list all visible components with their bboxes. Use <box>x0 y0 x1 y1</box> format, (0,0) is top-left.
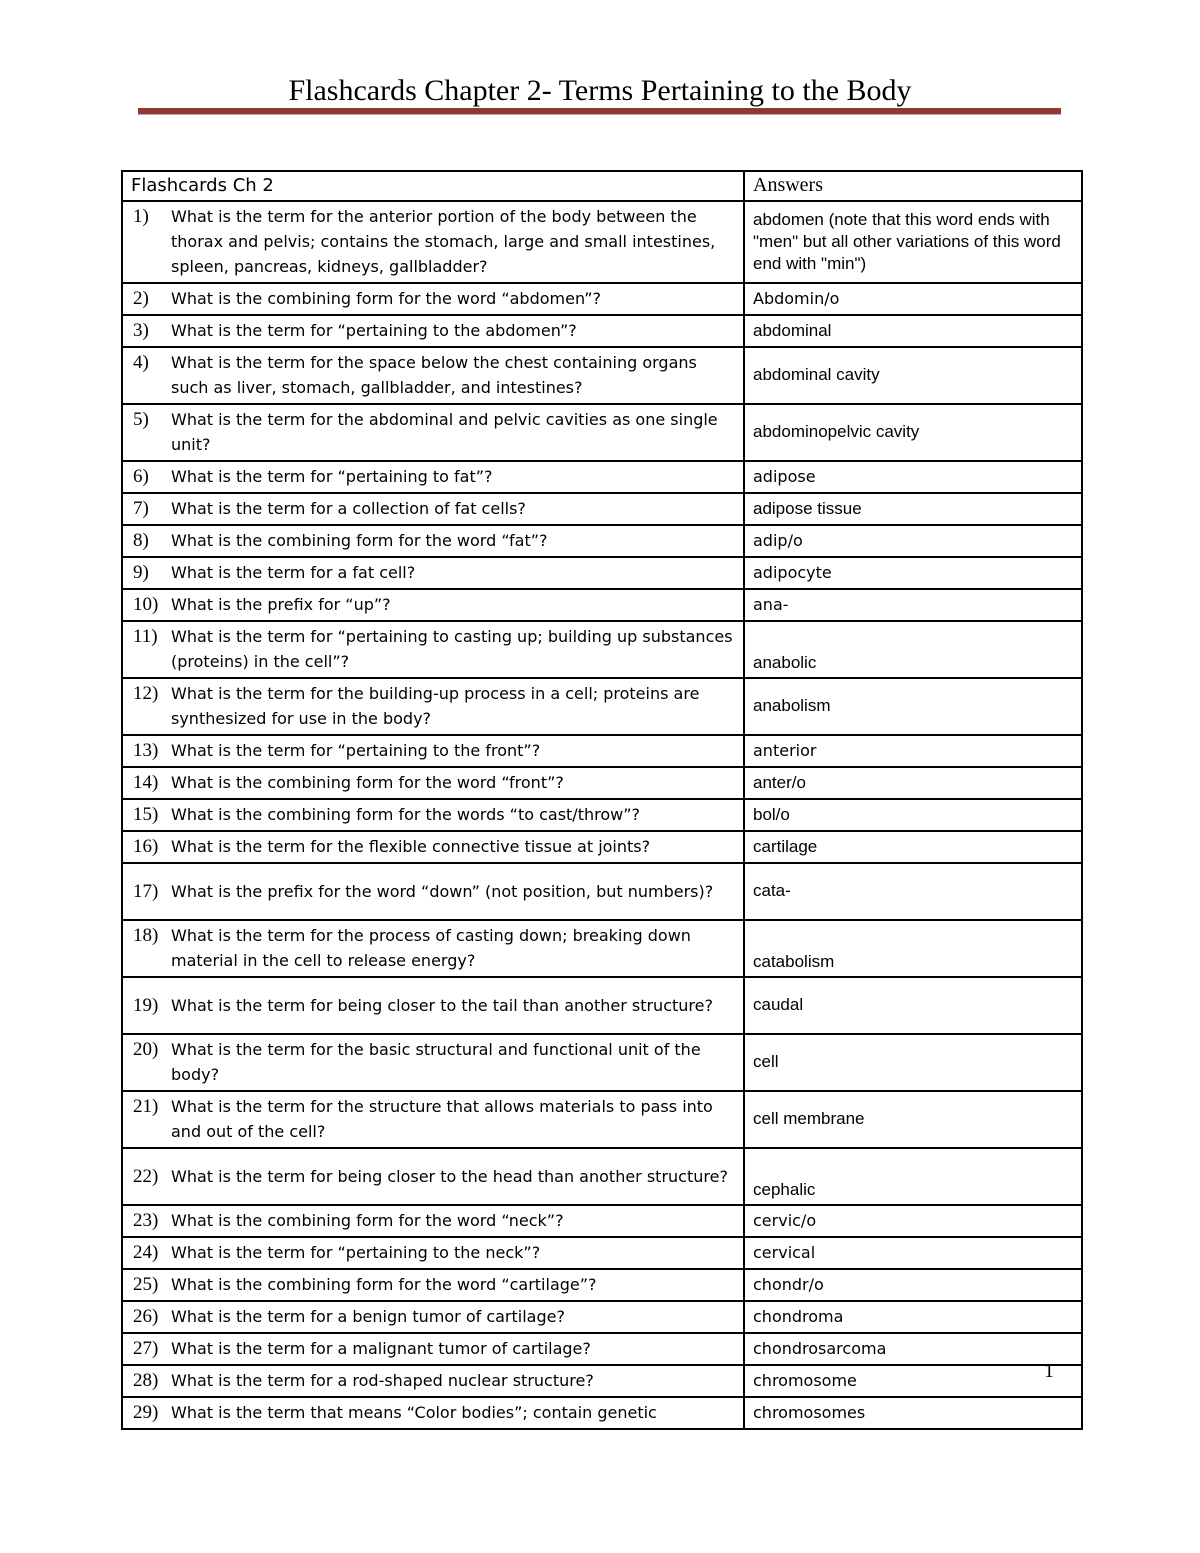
question-cell <box>122 831 744 863</box>
question-cell <box>122 863 744 920</box>
table-row <box>122 525 1082 557</box>
question-number: 9) <box>133 562 149 583</box>
table-row <box>122 1205 1082 1237</box>
question-number: 4) <box>133 352 149 373</box>
table-row <box>122 461 1082 493</box>
question-text: What is the term for “pertaining to fat”? <box>171 467 493 486</box>
table-row <box>122 201 1082 283</box>
table-row <box>122 735 1082 767</box>
answer-cell: abdomen (note that this word ends with "men" but all other variations of this word end with "min") <box>744 201 1082 283</box>
question-text: What is the combining form for the word “front”? <box>171 773 564 792</box>
table-row <box>122 1237 1082 1269</box>
question-text: What is the term for “pertaining to the abdomen”? <box>171 321 577 340</box>
question-text: What is the term for the flexible connective tissue at joints? <box>171 837 651 856</box>
question-cell <box>122 1269 744 1301</box>
question-cell <box>122 525 744 557</box>
answer-cell: chondrosarcoma <box>744 1333 1082 1365</box>
question-number: 2) <box>133 288 149 309</box>
answer-cell: adipose tissue <box>744 493 1082 525</box>
question-cell <box>122 461 744 493</box>
answer-cell: cervical <box>744 1237 1082 1269</box>
answer-cell: chromosome <box>744 1365 1082 1397</box>
question-number: 28) <box>133 1370 159 1391</box>
question-cell <box>122 977 744 1034</box>
question-cell <box>122 201 744 283</box>
flashcards-table <box>121 170 1083 1430</box>
question-text: What is the term for being closer to the tail than another structure? <box>171 995 713 1015</box>
question-number: 13) <box>133 740 159 761</box>
question-text: What is the term for a fat cell? <box>171 563 416 582</box>
answer-cell: cartilage <box>744 831 1082 863</box>
table-row <box>122 767 1082 799</box>
question-number: 12) <box>133 683 159 704</box>
question-text: What is the prefix for the word “down” (not position, but numbers)? <box>171 881 714 901</box>
question-cell <box>122 1034 744 1091</box>
table-row <box>122 1333 1082 1365</box>
table-row <box>122 283 1082 315</box>
answer-cell: anterior <box>744 735 1082 767</box>
question-number: 11) <box>133 626 158 647</box>
question-text: What is the term for the building-up process in a cell; proteins are synthesized for use in the body? <box>171 684 700 728</box>
question-number: 7) <box>133 498 149 519</box>
answer-cell: abdominopelvic cavity <box>744 404 1082 461</box>
question-number: 20) <box>133 1039 159 1060</box>
question-cell <box>122 589 744 621</box>
question-cell <box>122 1333 744 1365</box>
question-text: What is the term for a rod-shaped nuclear structure? <box>171 1371 594 1390</box>
question-text: What is the term for “pertaining to casting up; building up substances (proteins) in the cell”? <box>171 627 733 671</box>
answer-cell: anabolic <box>744 621 1082 678</box>
question-cell <box>122 404 744 461</box>
table-row <box>122 589 1082 621</box>
question-number: 19) <box>133 994 159 1016</box>
question-number: 1) <box>133 206 149 227</box>
question-cell <box>122 557 744 589</box>
table-row <box>122 977 1082 1034</box>
table-row <box>122 1269 1082 1301</box>
answer-cell: ana- <box>744 589 1082 621</box>
answer-cell: Abdomin/o <box>744 283 1082 315</box>
answer-cell: cephalic <box>744 1148 1082 1205</box>
answer-cell: adip/o <box>744 525 1082 557</box>
answer-cell: cell membrane <box>744 1091 1082 1148</box>
answer-cell: anabolism <box>744 678 1082 735</box>
question-text: What is the term for the basic structural and functional unit of the body? <box>171 1040 701 1084</box>
question-text: What is the combining form for the words “to cast/throw”? <box>171 805 640 824</box>
answer-cell: cata- <box>744 863 1082 920</box>
question-number: 29) <box>133 1402 159 1423</box>
table-row <box>122 1091 1082 1148</box>
question-cell <box>122 799 744 831</box>
answer-cell: chondr/o <box>744 1269 1082 1301</box>
question-number: 14) <box>133 772 159 793</box>
answer-cell: adipose <box>744 461 1082 493</box>
question-text: What is the term that means “Color bodies”; contain genetic <box>171 1403 657 1422</box>
question-text: What is the combining form for the word “abdomen”? <box>171 289 601 308</box>
answer-cell: abdominal <box>744 315 1082 347</box>
question-text: What is the term for the structure that allows materials to pass into and out of the cell? <box>171 1097 713 1141</box>
question-number: 17) <box>133 880 159 902</box>
question-cell <box>122 283 744 315</box>
question-text: What is the term for being closer to the head than another structure? <box>171 1166 728 1186</box>
question-number: 10) <box>133 594 159 615</box>
answer-cell: abdominal cavity <box>744 347 1082 404</box>
question-number: 5) <box>133 409 149 430</box>
question-number: 26) <box>133 1306 159 1327</box>
table-row <box>122 1034 1082 1091</box>
table-row <box>122 799 1082 831</box>
question-cell <box>122 493 744 525</box>
table-row <box>122 678 1082 735</box>
title-underline <box>138 108 1061 115</box>
question-text: What is the term for a benign tumor of cartilage? <box>171 1307 565 1326</box>
table-row <box>122 863 1082 920</box>
header-answer: Answers <box>744 171 1082 201</box>
question-text: What is the term for the process of casting down; breaking down material in the cell to release energy? <box>171 926 691 970</box>
table-row <box>122 315 1082 347</box>
question-text: What is the term for a collection of fat cells? <box>171 499 526 518</box>
page-number: 1 <box>1044 1360 1054 1382</box>
table-row <box>122 831 1082 863</box>
answer-cell: anter/o <box>744 767 1082 799</box>
answer-cell: bol/o <box>744 799 1082 831</box>
question-text: What is the term for the anterior portion of the body between the thorax and pelvis; contains the stomach, large and small intestines, spleen, pancreas, kidneys, gallbladder? <box>171 207 716 276</box>
table-row <box>122 621 1082 678</box>
question-number: 24) <box>133 1242 159 1263</box>
question-number: 21) <box>133 1096 159 1117</box>
question-number: 18) <box>133 925 159 946</box>
question-cell <box>122 767 744 799</box>
question-number: 15) <box>133 804 159 825</box>
question-text: What is the term for “pertaining to the neck”? <box>171 1243 541 1262</box>
question-cell <box>122 1091 744 1148</box>
question-cell <box>122 1365 744 1397</box>
question-text: What is the combining form for the word “fat”? <box>171 531 548 550</box>
question-number: 3) <box>133 320 149 341</box>
answer-cell: adipocyte <box>744 557 1082 589</box>
answer-cell: cell <box>744 1034 1082 1091</box>
question-number: 27) <box>133 1338 159 1359</box>
question-cell <box>122 621 744 678</box>
question-number: 25) <box>133 1274 159 1295</box>
question-number: 22) <box>133 1165 159 1187</box>
table-row <box>122 347 1082 404</box>
answer-cell: cervic/o <box>744 1205 1082 1237</box>
question-cell <box>122 678 744 735</box>
question-cell <box>122 1301 744 1333</box>
question-cell <box>122 315 744 347</box>
question-number: 8) <box>133 530 149 551</box>
question-text: What is the combining form for the word “neck”? <box>171 1211 564 1230</box>
answer-cell: chondroma <box>744 1301 1082 1333</box>
question-cell <box>122 1237 744 1269</box>
question-cell <box>122 735 744 767</box>
table-row <box>122 557 1082 589</box>
question-text: What is the term for “pertaining to the front”? <box>171 741 541 760</box>
question-cell <box>122 1397 744 1429</box>
question-text: What is the term for the abdominal and pelvic cavities as one single unit? <box>171 410 718 454</box>
table-row <box>122 1148 1082 1205</box>
answer-cell: catabolism <box>744 920 1082 977</box>
question-number: 23) <box>133 1210 159 1231</box>
question-text: What is the prefix for “up”? <box>171 595 391 614</box>
question-text: What is the term for a malignant tumor of cartilage? <box>171 1339 591 1358</box>
table-row <box>122 1397 1082 1429</box>
page-title: Flashcards Chapter 2- Terms Pertaining to the Body <box>288 74 912 107</box>
question-text: What is the combining form for the word “cartilage”? <box>171 1275 597 1294</box>
table-row <box>122 1365 1082 1397</box>
answer-cell: chromosomes <box>744 1397 1082 1429</box>
question-cell <box>122 1148 744 1205</box>
question-cell <box>122 920 744 977</box>
header-question: Flashcards Ch 2 <box>122 171 744 201</box>
question-text: What is the term for the space below the chest containing organs such as liver, stomach, gallbladder, and intestines? <box>171 353 697 397</box>
table-row <box>122 1301 1082 1333</box>
question-number: 16) <box>133 836 159 857</box>
answer-cell: caudal <box>744 977 1082 1034</box>
question-cell <box>122 347 744 404</box>
question-number: 6) <box>133 466 149 487</box>
table-row <box>122 493 1082 525</box>
table-row <box>122 920 1082 977</box>
question-cell <box>122 1205 744 1237</box>
table-row <box>122 404 1082 461</box>
